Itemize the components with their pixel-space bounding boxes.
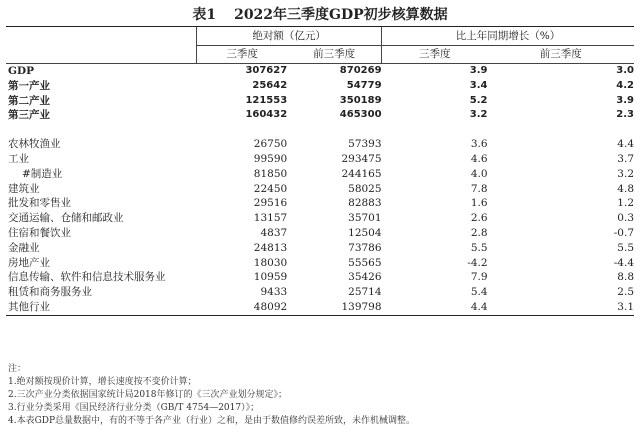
q3-value-cell: 10959 xyxy=(253,271,288,284)
ytd-growth-cell: 3.0 xyxy=(616,65,634,76)
header-growth-rate: 比上年同期增长（%） xyxy=(382,27,634,46)
table-number: 表1 xyxy=(192,7,217,23)
q3-value-cell: 307627 xyxy=(245,65,288,76)
q3-value-cell: 24813 xyxy=(253,241,288,254)
q3-value-cell: 25642 xyxy=(252,79,288,91)
q3-value-cell: 48092 xyxy=(197,300,287,315)
q3-growth-cell: 3.6 xyxy=(470,138,488,151)
table-row xyxy=(6,285,634,300)
q3-value-cell: 29516 xyxy=(253,197,288,210)
q3-growth-cell: -4.2 xyxy=(467,256,488,269)
q3-growth-cell: 2.8 xyxy=(470,226,488,239)
ytd-value-cell: 82883 xyxy=(348,197,382,210)
note-line: 注： xyxy=(8,364,27,374)
header-row-1 xyxy=(6,27,634,46)
ytd-growth-cell: 1.2 xyxy=(617,197,634,210)
q3-growth-cell: 5.5 xyxy=(470,241,488,254)
table-row xyxy=(6,211,634,226)
q3-value-cell: 99590 xyxy=(253,152,288,165)
table-row xyxy=(6,241,634,256)
ytd-value-cell: 139798 xyxy=(287,300,381,315)
header-q3-abs: 三季度 xyxy=(197,46,287,64)
ytd-growth-cell: 3.9 xyxy=(616,94,634,106)
ytd-value-cell: 35701 xyxy=(348,212,382,225)
table-row xyxy=(6,94,634,109)
header-absolute-value: 绝对额（亿元） xyxy=(197,27,382,46)
q3-value-cell: 13157 xyxy=(253,212,288,225)
row-label: 交通运输、仓储和邮政业 xyxy=(8,212,124,225)
q3-growth-cell: 7.9 xyxy=(470,271,488,284)
table-row xyxy=(6,137,634,152)
note-line: 3.行业分类采用《国民经济行业分类（GB/T 4754—2017）》； xyxy=(8,403,260,413)
q3-value-cell: 160432 xyxy=(245,109,288,121)
header-ytd-abs: 前三季度 xyxy=(287,46,381,64)
header-blank xyxy=(6,27,197,46)
table-row xyxy=(6,182,634,197)
row-label: 建筑业 xyxy=(8,182,40,195)
table-row xyxy=(6,256,634,271)
q3-growth-cell: 4.4 xyxy=(382,300,488,315)
table-row xyxy=(6,196,634,211)
header-row-2 xyxy=(6,46,634,64)
ytd-growth-cell: 0.3 xyxy=(617,212,634,225)
ytd-value-cell: 57393 xyxy=(348,138,382,151)
q3-growth-cell: 2.6 xyxy=(470,212,488,225)
ytd-value-cell: 54779 xyxy=(346,79,382,91)
q3-value-cell: 4837 xyxy=(260,226,288,239)
row-label: 第二产业 xyxy=(8,94,50,107)
row-label: GDP xyxy=(8,65,34,77)
row-label: 租赁和商务服务业 xyxy=(8,286,92,299)
ytd-growth-cell: 8.8 xyxy=(617,271,634,284)
q3-growth-cell: 3.2 xyxy=(469,109,488,121)
header-q3-growth: 三季度 xyxy=(382,46,488,64)
ytd-growth-cell: 5.5 xyxy=(617,241,634,254)
q3-growth-cell: 7.8 xyxy=(470,182,488,195)
note-line: 2.三次产业分类依据国家统计局2018年修订的《三次产业划分规定》； xyxy=(8,390,287,400)
q3-value-cell: 9433 xyxy=(260,286,288,299)
q3-growth-cell: 3.4 xyxy=(469,79,488,91)
ytd-growth-cell: 4.8 xyxy=(617,182,634,195)
ytd-value-cell: 55565 xyxy=(348,256,382,269)
table-row xyxy=(6,152,634,167)
row-label: #制造业 xyxy=(22,167,63,180)
ytd-value-cell: 244165 xyxy=(341,167,382,180)
q3-value-cell: 18030 xyxy=(253,256,288,269)
q3-value-cell: 121553 xyxy=(245,94,288,106)
ytd-growth-cell: 2.3 xyxy=(616,109,634,121)
row-label: 第三产业 xyxy=(8,109,50,122)
q3-value-cell: 22450 xyxy=(253,182,288,195)
table-title-text: 2022年三季度GDP初步核算数据 xyxy=(234,7,448,23)
ytd-growth-cell: 4.4 xyxy=(617,138,634,151)
ytd-growth-cell: -0.7 xyxy=(613,226,634,239)
q3-growth-cell: 1.6 xyxy=(470,197,488,210)
table-row xyxy=(6,226,634,241)
q3-growth-cell: 5.4 xyxy=(470,286,488,299)
ytd-value-cell: 12504 xyxy=(348,226,382,239)
q3-value-cell: 26750 xyxy=(253,138,288,151)
header-blank xyxy=(6,46,197,64)
ytd-growth-cell: 2.5 xyxy=(617,286,634,299)
row-label: 其他行业 xyxy=(6,300,197,315)
row-label: 房地产业 xyxy=(8,256,50,269)
note-line: 4.本表GDP总量数据中，有的不等于各产业（行业）之和，是由于数值修约误差所致，未作机械调整。 xyxy=(8,416,416,426)
row-label: 金融业 xyxy=(8,241,40,254)
ytd-value-cell: 465300 xyxy=(339,109,382,121)
table-title xyxy=(0,4,640,24)
table-notes xyxy=(8,363,415,428)
ytd-growth-cell: 4.2 xyxy=(616,79,634,91)
ytd-value-cell: 35426 xyxy=(348,271,382,284)
ytd-value-cell: 58025 xyxy=(348,182,382,195)
table-row xyxy=(6,64,634,79)
q3-growth-cell: 4.0 xyxy=(470,167,488,180)
q3-growth-cell: 4.6 xyxy=(470,152,488,165)
ytd-growth-cell: -4.4 xyxy=(613,256,634,269)
q3-value-cell: 81850 xyxy=(253,167,288,180)
ytd-value-cell: 293475 xyxy=(341,152,382,165)
table-row xyxy=(6,108,634,123)
q3-growth-cell: 3.9 xyxy=(469,65,488,76)
spacer-row xyxy=(6,123,634,137)
ytd-growth-cell: 3.2 xyxy=(617,167,634,180)
ytd-growth-cell: 3.1 xyxy=(488,300,634,315)
ytd-value-cell: 350189 xyxy=(339,94,382,106)
table-row xyxy=(6,270,634,285)
row-label: 住宿和餐饮业 xyxy=(8,226,71,239)
row-label: 第一产业 xyxy=(8,79,50,92)
row-label: 工业 xyxy=(8,152,29,165)
ytd-value-cell: 73786 xyxy=(348,241,382,254)
gdp-table xyxy=(6,26,634,316)
ytd-value-cell: 25714 xyxy=(348,286,382,299)
row-label: 信息传输、软件和信息技术服务业 xyxy=(8,271,166,284)
note-line: 1.绝对额按现价计算，增长速度按不变价计算； xyxy=(8,377,197,387)
ytd-growth-cell: 3.7 xyxy=(617,152,634,165)
row-label: 农林牧渔业 xyxy=(8,138,61,151)
ytd-value-cell: 870269 xyxy=(339,65,382,76)
row-label: 批发和零售业 xyxy=(8,197,71,210)
table-row xyxy=(6,79,634,94)
table-row xyxy=(6,300,634,315)
header-ytd-growth: 前三季度 xyxy=(488,46,634,64)
q3-growth-cell: 5.2 xyxy=(469,94,488,106)
table-row xyxy=(6,167,634,182)
